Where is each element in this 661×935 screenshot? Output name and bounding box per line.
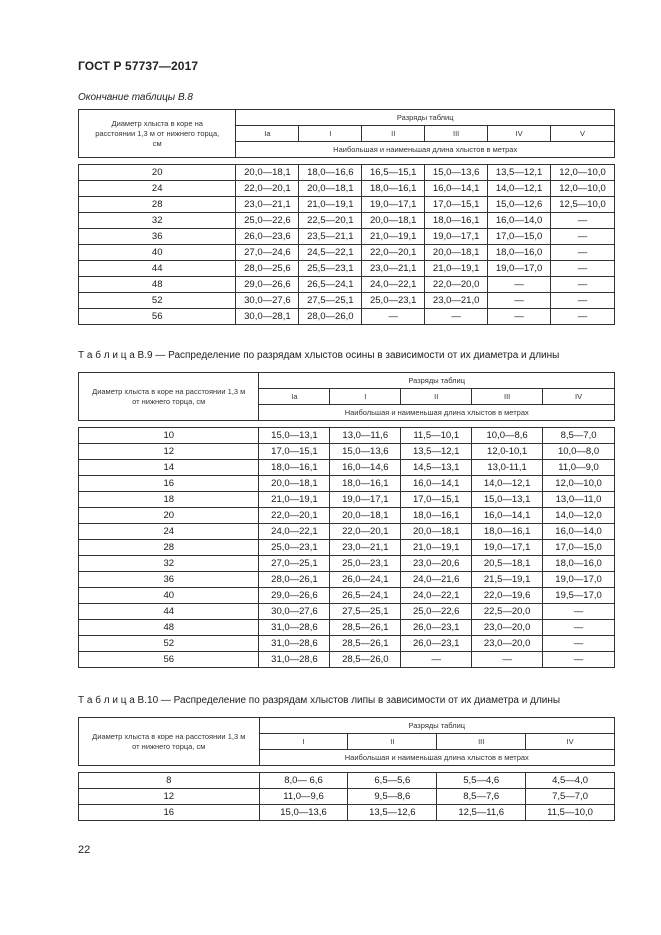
length-cell: 8,5—7,6 xyxy=(437,789,526,805)
length-cell: 26,0—23,6 xyxy=(236,229,299,245)
diameter-header: Диаметр хлыста в коре на расстоянии 1,3 м от нижнего торца, см xyxy=(79,718,260,766)
length-cell: 22,0—20,1 xyxy=(362,245,425,261)
length-cell: 18,0—16,1 xyxy=(330,476,401,492)
class-header: II xyxy=(362,126,425,142)
length-cell: 30,0—27,6 xyxy=(259,604,330,620)
length-cell: 14,0—12,1 xyxy=(488,181,551,197)
classes-group-header: Разряды таблиц xyxy=(259,718,614,734)
table-row xyxy=(79,789,615,805)
length-cell: 8,5—7,0 xyxy=(543,428,615,444)
length-cell: 27,0—24,6 xyxy=(236,245,299,261)
length-cell: 19,0—17,1 xyxy=(362,197,425,213)
length-cell: 23,0—21,0 xyxy=(425,293,488,309)
diameter-cell: 36 xyxy=(79,229,236,245)
length-cell: 5,5—4,6 xyxy=(437,773,526,789)
table-row xyxy=(79,805,615,821)
length-cell: 17,0—15,1 xyxy=(259,444,330,460)
length-cell: 19,0—17,1 xyxy=(330,492,401,508)
length-cell: — xyxy=(551,213,615,229)
length-cell: — xyxy=(551,261,615,277)
length-cell: 20,0—18,1 xyxy=(259,476,330,492)
length-cell: 30,0—27,6 xyxy=(236,293,299,309)
length-cell: 24,0—22,1 xyxy=(362,277,425,293)
length-cell: 14,0—12,0 xyxy=(543,508,615,524)
table-row xyxy=(79,572,615,588)
table-b8 xyxy=(78,109,615,325)
length-cell: 27,5—25,1 xyxy=(299,293,362,309)
length-cell: 24,0—22,1 xyxy=(259,524,330,540)
length-cell: 17,0—15,1 xyxy=(425,197,488,213)
table-row xyxy=(79,213,615,229)
length-cell: 16,5—15,1 xyxy=(362,165,425,181)
length-cell: 23,0—21,1 xyxy=(362,261,425,277)
length-cell: 22,5—20,1 xyxy=(299,213,362,229)
length-cell: 19,5—17,0 xyxy=(543,588,615,604)
length-cell: 4,5—4,0 xyxy=(526,773,615,789)
length-cell: 23,0—20,6 xyxy=(401,556,472,572)
diameter-cell: 24 xyxy=(79,181,236,197)
length-cell: 26,0—24,1 xyxy=(330,572,401,588)
diameter-cell: 56 xyxy=(79,309,236,325)
length-cell: 22,0—19,6 xyxy=(472,588,543,604)
table-row xyxy=(79,556,615,572)
length-cell: 24,0—22,1 xyxy=(401,588,472,604)
length-cell: 9,5—8,6 xyxy=(348,789,437,805)
table-row xyxy=(79,588,615,604)
length-cell: 28,5—26,1 xyxy=(330,620,401,636)
length-cell: 25,0—22,6 xyxy=(401,604,472,620)
length-cell: 22,0—20,1 xyxy=(330,524,401,540)
diameter-cell: 44 xyxy=(79,604,259,620)
length-cell: 14,5—13,1 xyxy=(401,460,472,476)
length-cell: — xyxy=(551,277,615,293)
length-cell: 13,5—12,1 xyxy=(401,444,472,460)
diameter-cell: 48 xyxy=(79,620,259,636)
diameter-cell: 52 xyxy=(79,636,259,652)
length-cell: 24,5—22,1 xyxy=(299,245,362,261)
length-cell: 10,0—8,0 xyxy=(543,444,615,460)
diameter-cell: 8 xyxy=(79,773,260,789)
class-header: I xyxy=(330,389,401,405)
length-cell: — xyxy=(543,652,615,668)
table-row xyxy=(79,636,615,652)
table-row xyxy=(79,620,615,636)
class-header: IV xyxy=(488,126,551,142)
length-cell: 15,0—13,6 xyxy=(425,165,488,181)
table-b10 xyxy=(78,717,615,821)
length-cell: 19,0—17,0 xyxy=(543,572,615,588)
table-row xyxy=(79,181,615,197)
length-cell: 19,0—17,0 xyxy=(488,261,551,277)
class-header: IV xyxy=(526,734,615,750)
length-cell: 21,0—19,1 xyxy=(362,229,425,245)
classes-group-header: Разряды таблиц xyxy=(236,110,615,126)
length-cell: 31,0—28,6 xyxy=(259,652,330,668)
diameter-cell: 36 xyxy=(79,572,259,588)
length-cell: 12,0—10,0 xyxy=(551,165,615,181)
class-header: Ia xyxy=(236,126,299,142)
length-cell: 12,5—11,6 xyxy=(437,805,526,821)
length-cell: — xyxy=(488,293,551,309)
table-row xyxy=(79,492,615,508)
length-cell: 23,0—21,1 xyxy=(330,540,401,556)
length-subheader: Наибольшая и наименьшая длина хлыстов в метрах xyxy=(236,142,615,158)
length-cell: 25,0—23,1 xyxy=(362,293,425,309)
table-row xyxy=(79,604,615,620)
table-b9 xyxy=(78,372,615,668)
length-cell: — xyxy=(401,652,472,668)
length-cell: 11,0—9,6 xyxy=(259,789,348,805)
length-cell: 18,0—16,1 xyxy=(425,213,488,229)
diameter-cell: 10 xyxy=(79,428,259,444)
length-cell: 12,0-10,1 xyxy=(472,444,543,460)
length-cell: 13,0-11,1 xyxy=(472,460,543,476)
length-cell: 26,5—24,1 xyxy=(330,588,401,604)
diameter-cell: 12 xyxy=(79,789,260,805)
table-row xyxy=(79,524,615,540)
length-cell: 27,5—25,1 xyxy=(330,604,401,620)
length-cell: 23,0—20,0 xyxy=(472,636,543,652)
table-row xyxy=(79,165,615,181)
length-cell: 22,0—20,1 xyxy=(259,508,330,524)
table-row xyxy=(79,652,615,668)
class-header: II xyxy=(348,734,437,750)
length-cell: 18,0—16,1 xyxy=(472,524,543,540)
length-cell: 18,0—16,1 xyxy=(362,181,425,197)
length-cell: — xyxy=(543,636,615,652)
table-row xyxy=(79,293,615,309)
length-cell: — xyxy=(551,245,615,261)
class-header: I xyxy=(259,734,348,750)
table-row xyxy=(79,428,615,444)
header-row xyxy=(79,718,615,734)
length-cell: 13,5—12,6 xyxy=(348,805,437,821)
class-header: Ia xyxy=(259,389,330,405)
table-row xyxy=(79,476,615,492)
length-cell: 25,0—23,1 xyxy=(330,556,401,572)
diameter-cell: 16 xyxy=(79,805,260,821)
diameter-cell: 20 xyxy=(79,508,259,524)
length-cell: 21,5—19,1 xyxy=(472,572,543,588)
table-row xyxy=(79,229,615,245)
length-cell: 19,0—17,1 xyxy=(425,229,488,245)
length-cell: 25,5—23,1 xyxy=(299,261,362,277)
length-cell: 28,5—26,0 xyxy=(330,652,401,668)
diameter-header: Диаметр хлыста в коре на расстоянии 1,3 м от нижнего торца, см xyxy=(79,373,259,421)
table-row xyxy=(79,773,615,789)
length-cell: 20,0—18,1 xyxy=(236,165,299,181)
length-cell: 15,0—13,6 xyxy=(259,805,348,821)
length-cell: 21,0—19,1 xyxy=(259,492,330,508)
length-cell: 31,0—28,6 xyxy=(259,636,330,652)
length-cell: — xyxy=(551,229,615,245)
length-cell: 16,0—14,1 xyxy=(472,508,543,524)
length-cell: 13,5—12,1 xyxy=(488,165,551,181)
length-cell: 13,0—11,0 xyxy=(543,492,615,508)
length-cell: 13,0—11,6 xyxy=(330,428,401,444)
length-cell: 24,0—21,6 xyxy=(401,572,472,588)
diameter-cell: 16 xyxy=(79,476,259,492)
length-cell: — xyxy=(362,309,425,325)
length-cell: — xyxy=(543,604,615,620)
length-cell: 8,0— 6,6 xyxy=(259,773,348,789)
length-cell: 17,0—15,0 xyxy=(488,229,551,245)
length-cell: 15,0—13,1 xyxy=(472,492,543,508)
diameter-cell: 28 xyxy=(79,197,236,213)
class-header: III xyxy=(437,734,526,750)
length-cell: 15,0—13,6 xyxy=(330,444,401,460)
table-row xyxy=(79,540,615,556)
length-subheader: Наибольшая и наименьшая длина хлыстов в метрах xyxy=(259,750,614,766)
length-cell: 17,0—15,0 xyxy=(543,540,615,556)
length-cell: 28,0—26,1 xyxy=(259,572,330,588)
diameter-cell: 56 xyxy=(79,652,259,668)
length-cell: — xyxy=(425,309,488,325)
table-b9-caption: Т а б л и ц а В.9 — Распределение по разрядам хлыстов осины в зависимости от их диаметра и длины xyxy=(78,350,560,361)
length-cell: 14,0—12,1 xyxy=(472,476,543,492)
length-cell: 16,0—14,6 xyxy=(330,460,401,476)
diameter-cell: 40 xyxy=(79,588,259,604)
length-cell: 15,0—13,1 xyxy=(259,428,330,444)
length-cell: 11,5—10,0 xyxy=(526,805,615,821)
length-cell: 18,0—16,1 xyxy=(401,508,472,524)
diameter-cell: 32 xyxy=(79,556,259,572)
length-cell: 25,0—22,6 xyxy=(236,213,299,229)
length-cell: 19,0—17,1 xyxy=(472,540,543,556)
length-cell: 12,0—10,0 xyxy=(551,181,615,197)
table-row xyxy=(79,309,615,325)
table-row xyxy=(79,508,615,524)
class-header: III xyxy=(425,126,488,142)
length-cell: 15,0—12,6 xyxy=(488,197,551,213)
length-cell: 16,0—14,1 xyxy=(425,181,488,197)
length-cell: — xyxy=(543,620,615,636)
document-header: ГОСТ Р 57737—2017 xyxy=(78,59,199,73)
length-cell: 20,0—18,1 xyxy=(425,245,488,261)
diameter-cell: 18 xyxy=(79,492,259,508)
length-cell: 25,0—23,1 xyxy=(259,540,330,556)
length-cell: 7,5—7,0 xyxy=(526,789,615,805)
length-cell: 20,5—18,1 xyxy=(472,556,543,572)
length-cell: 26,0—23,1 xyxy=(401,636,472,652)
length-cell: 23,0—21,1 xyxy=(236,197,299,213)
length-cell: 21,0—19,1 xyxy=(299,197,362,213)
length-cell: 12,0—10,0 xyxy=(543,476,615,492)
header-row xyxy=(79,373,615,389)
class-header: III xyxy=(472,389,543,405)
diameter-cell: 52 xyxy=(79,293,236,309)
diameter-cell: 48 xyxy=(79,277,236,293)
length-cell: 26,0—23,1 xyxy=(401,620,472,636)
page-number: 22 xyxy=(78,844,91,856)
table-row xyxy=(79,444,615,460)
classes-group-header: Разряды таблиц xyxy=(259,373,615,389)
length-cell: 28,5—26,1 xyxy=(330,636,401,652)
table-row xyxy=(79,261,615,277)
diameter-cell: 44 xyxy=(79,261,236,277)
table-b10-caption: Т а б л и ц а В.10 — Распределение по разрядам хлыстов липы в зависимости от их диаметра и длины xyxy=(78,695,561,706)
length-cell: 16,0—14,0 xyxy=(543,524,615,540)
length-cell: 31,0—28,6 xyxy=(259,620,330,636)
length-cell: 20,0—18,1 xyxy=(299,181,362,197)
class-header: IV xyxy=(543,389,615,405)
length-cell: 10,0—8,6 xyxy=(472,428,543,444)
class-header: II xyxy=(401,389,472,405)
length-cell: 18,0—16,0 xyxy=(543,556,615,572)
length-cell: 20,0—18,1 xyxy=(330,508,401,524)
length-cell: 11,0—9,0 xyxy=(543,460,615,476)
table-row xyxy=(79,197,615,213)
length-cell: 23,0—20,0 xyxy=(472,620,543,636)
length-cell: 6,5—5,6 xyxy=(348,773,437,789)
length-cell: 16,0—14,1 xyxy=(401,476,472,492)
length-cell: 30,0—28,1 xyxy=(236,309,299,325)
diameter-cell: 14 xyxy=(79,460,259,476)
length-cell: 11,5—10,1 xyxy=(401,428,472,444)
length-cell: — xyxy=(488,277,551,293)
diameter-cell: 32 xyxy=(79,213,236,229)
diameter-cell: 20 xyxy=(79,165,236,181)
table-row xyxy=(79,245,615,261)
diameter-cell: 28 xyxy=(79,540,259,556)
class-header: V xyxy=(551,126,615,142)
length-cell: 23,5—21,1 xyxy=(299,229,362,245)
diameter-cell: 24 xyxy=(79,524,259,540)
length-cell: 22,0—20,1 xyxy=(236,181,299,197)
length-cell: 17,0—15,1 xyxy=(401,492,472,508)
length-cell: 16,0—14,0 xyxy=(488,213,551,229)
length-cell: 29,0—26,6 xyxy=(236,277,299,293)
table-row xyxy=(79,460,615,476)
length-cell: 27,0—25,1 xyxy=(259,556,330,572)
length-cell: — xyxy=(551,293,615,309)
length-cell: — xyxy=(488,309,551,325)
length-cell: 22,0—20,0 xyxy=(425,277,488,293)
length-cell: 29,0—26,6 xyxy=(259,588,330,604)
length-cell: 18,0—16,1 xyxy=(259,460,330,476)
length-subheader: Наибольшая и наименьшая длина хлыстов в метрах xyxy=(259,405,615,421)
length-cell: 20,0—18,1 xyxy=(401,524,472,540)
length-cell: 28,0—25,6 xyxy=(236,261,299,277)
table-row xyxy=(79,277,615,293)
diameter-cell: 12 xyxy=(79,444,259,460)
length-cell: — xyxy=(472,652,543,668)
length-cell: 18,0—16,0 xyxy=(488,245,551,261)
table-b8-caption: Окончание таблицы В.8 xyxy=(78,92,193,103)
length-cell: 20,0—18,1 xyxy=(362,213,425,229)
length-cell: — xyxy=(551,309,615,325)
length-cell: 28,0—26,0 xyxy=(299,309,362,325)
length-cell: 21,0—19,1 xyxy=(401,540,472,556)
length-cell: 18,0—16,6 xyxy=(299,165,362,181)
length-cell: 22,5—20,0 xyxy=(472,604,543,620)
diameter-header: Диаметр хлыста в коре на расстоянии 1,3 м от нижнего торца, см xyxy=(79,110,236,158)
diameter-cell: 40 xyxy=(79,245,236,261)
class-header: I xyxy=(299,126,362,142)
length-cell: 26,5—24,1 xyxy=(299,277,362,293)
length-cell: 12,5—10,0 xyxy=(551,197,615,213)
header-row xyxy=(79,110,615,126)
length-cell: 21,0—19,1 xyxy=(425,261,488,277)
